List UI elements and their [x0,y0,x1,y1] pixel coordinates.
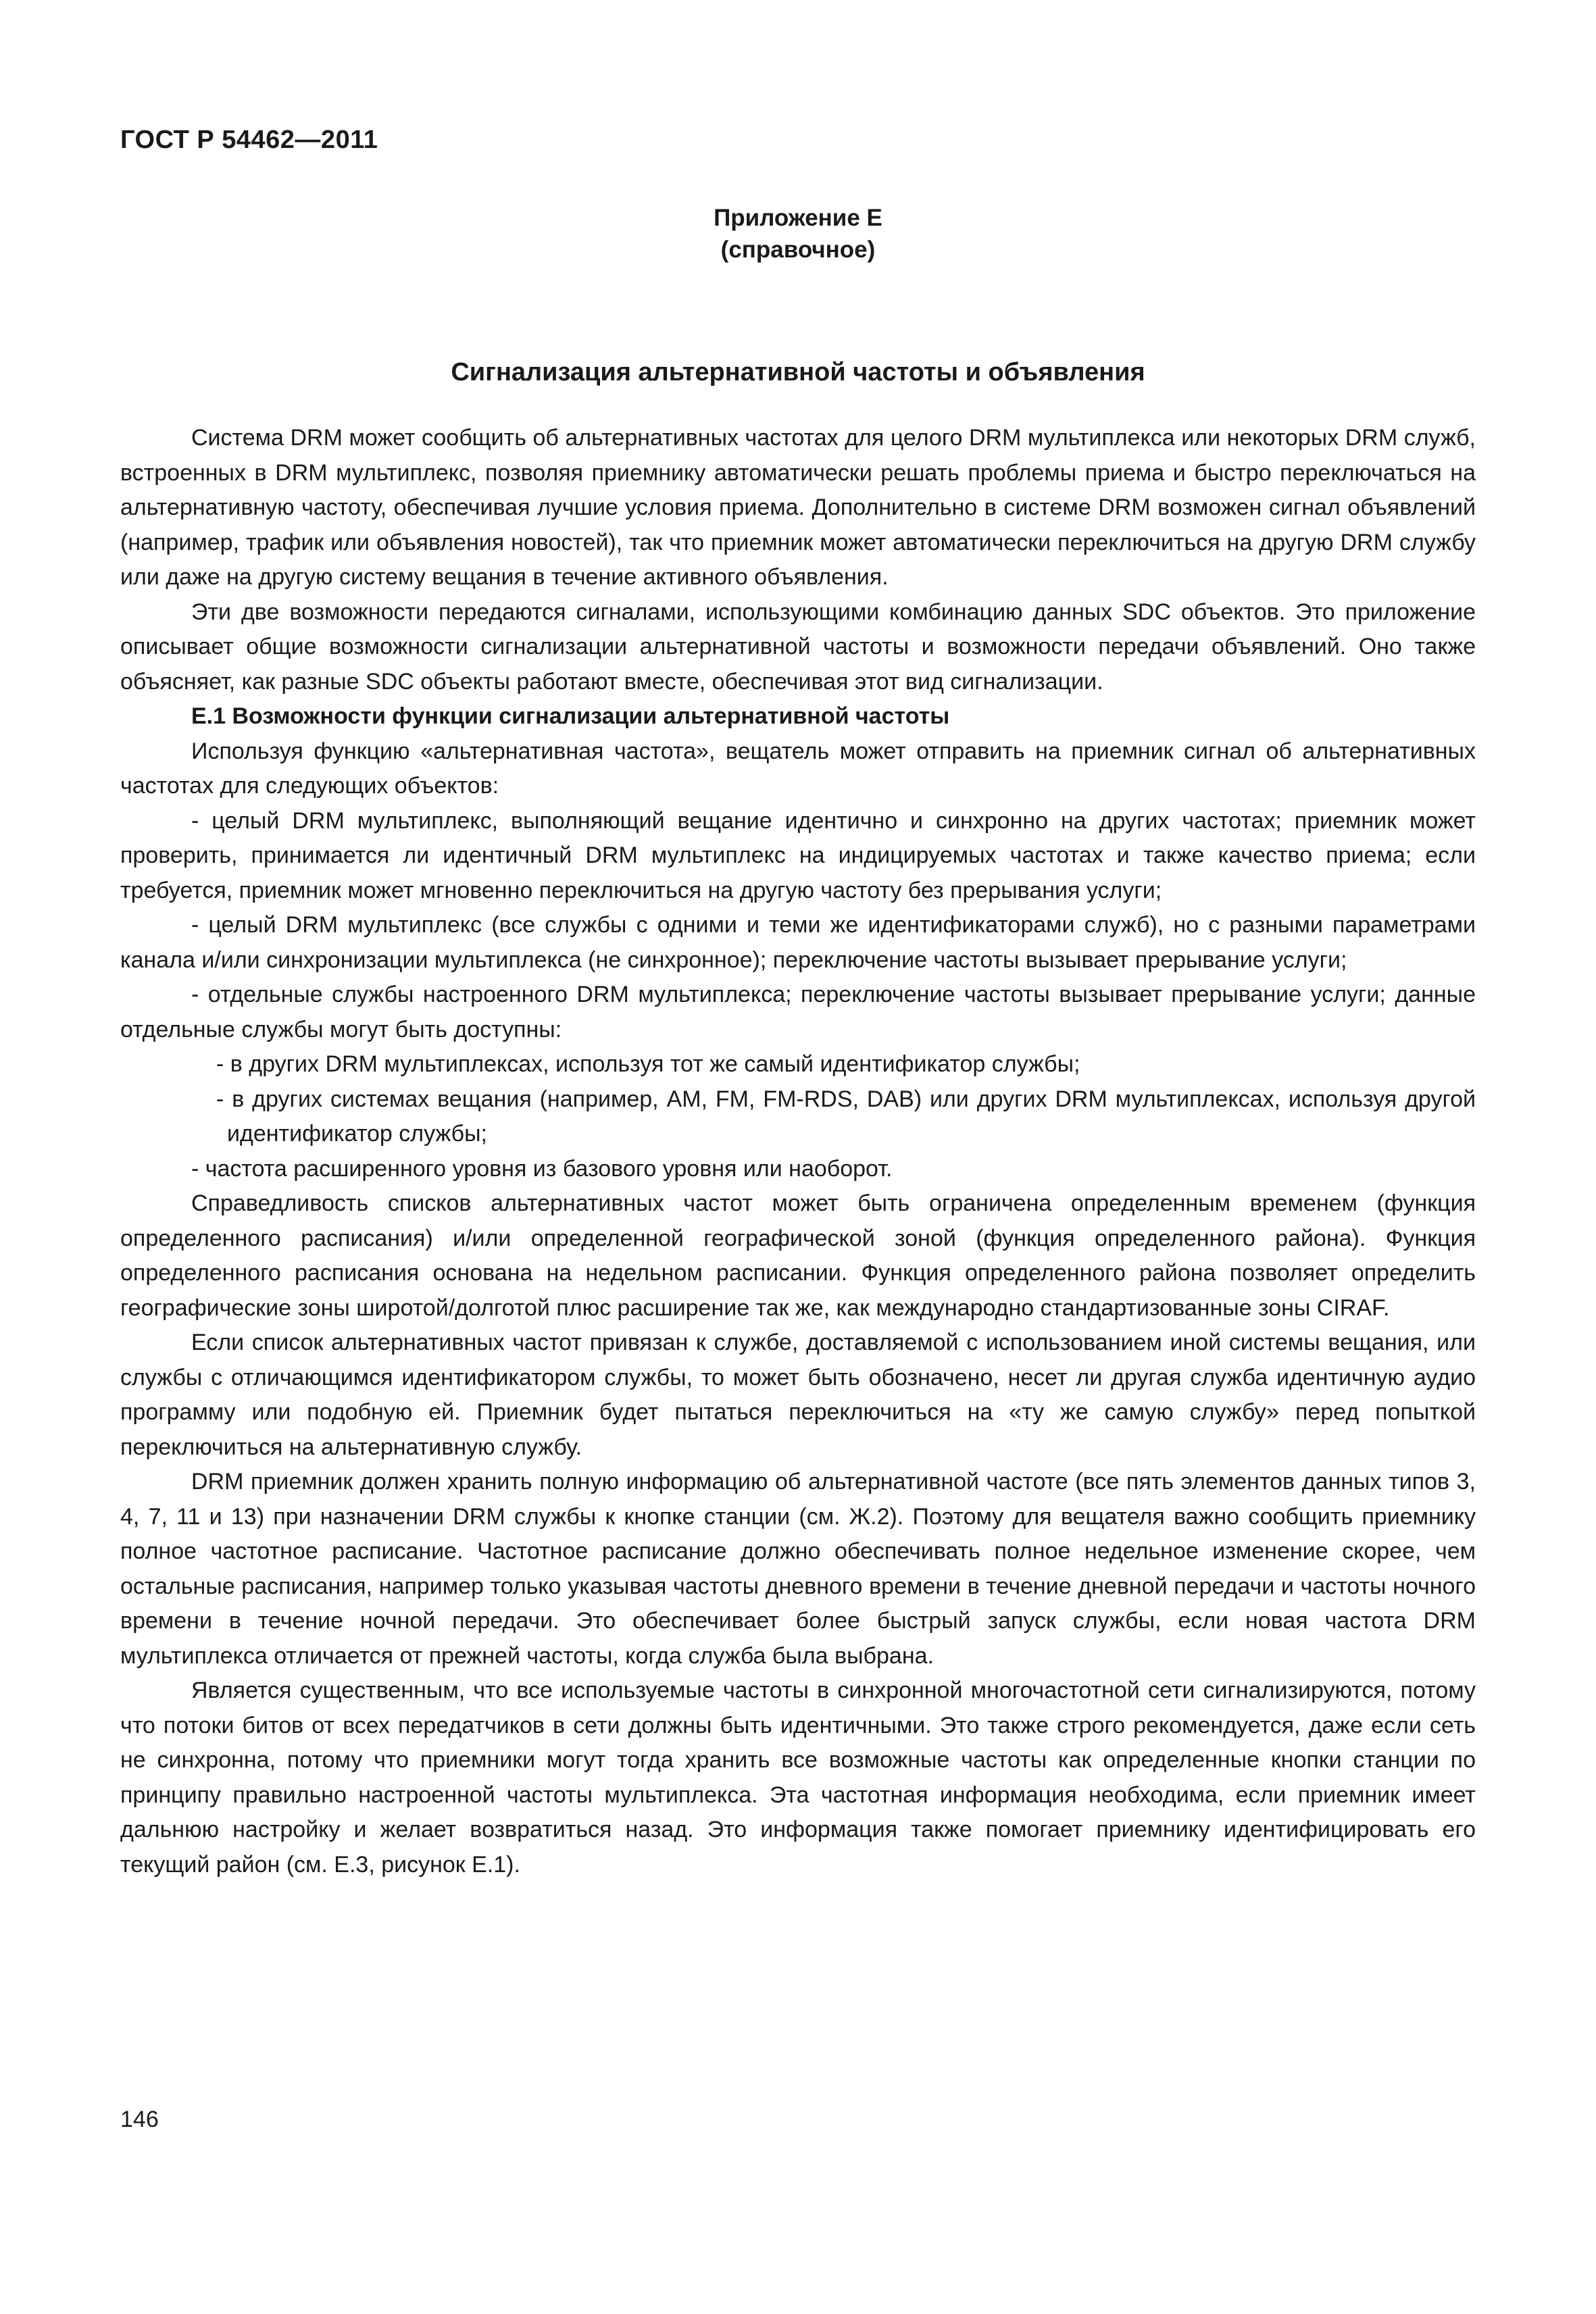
list-item: - целый DRM мультиплекс, выполняющий вещание идентично и синхронно на других частотах; приемник может проверить, принимается ли идентичный DRM мультиплекс на индицируемых частотах и также качество приема; если требуется, приемник может мгновенно переключиться на другую частоту без прерывания услуги; [120,807,1476,903]
appendix-kind: (справочное) [720,236,876,263]
paragraph: DRM приемник должен хранить полную информацию об альтернативной частоте (все пять элементов данных типов 3, 4, 7, 11 и 13) при назначении DRM службы к кнопке станции (см. Ж.2). Поэтому для вещателя важно сообщить приемнику полное частотное расписание. Частотное расписание должно обеспечивать полное недельное изменение скорее, чем остальные расписания, например только указывая частоты дневного времени в течение дневной передачи и частоты ночного времени в течение ночной передачи. Это обеспечивает более быстрый запуск службы, если новая частота DRM мультиплекса отличается от прежней частоты, когда служба была выбрана. [120,1469,1476,1669]
paragraph: Эти две возможности передаются сигналами, использующими комбинацию данных SDC объектов. Это приложение описывает общие возможности сигнализации альтернативной частоты и возможности передачи объявлений. Оно также объясняет, как разные SDC объекты работают вместе, обеспечивая этот вид сигнализации. [120,599,1476,695]
subsection-heading: Е.1 Возможности функции сигнализации альтернативной частоты [191,703,950,729]
paragraph: Является существенным, что все используемые частоты в синхронной многочастотной сети сигнализируются, потому что потоки битов от всех передатчиков в сети должны быть идентичными. Это также строго рекомендуется, даже если сеть не синхронна, потому что приемники могут тогда хранить все возможные частоты как определенные кнопки станции по принципу правильно настроенной частоты мультиплекса. Эта частотная информация необходима, если приемник имеет дальнюю настройку и желает возвратиться назад. Это информация также помогает приемнику идентифицировать его текущий район (см. Е.3, рисунок Е.1). [120,1678,1476,1878]
list-item: - отдельные службы настроенного DRM мультиплекса; переключение частоты вызывает прерывание услуги; данные отдельные службы могут быть доступны: [120,982,1476,1042]
paragraph: Система DRM может сообщить об альтернативных частотах для целого DRM мультиплекса или некоторых DRM служб, встроенных в DRM мультиплекс, позволяя приемнику автоматически решать проблемы приема и быстро переключаться на альтернативную частоту, обеспечивая лучшие условия приема. Дополнительно в системе DRM возможен сигнал объявлений (например, трафик или объявления новостей), так что приемник может автоматически переключиться на другую DRM службу или даже на другую систему вещания в течение активного объявления. [120,425,1476,590]
sub-list-item: - в других DRM мультиплексах, используя тот же самый идентификатор службы; [216,1051,1080,1077]
section-title: Сигнализация альтернативной частоты и объявления [451,358,1145,386]
body-text [120,421,1476,1882]
paragraph: Если список альтернативных частот привязан к службе, доставляемой с использованием иной системы вещания, или службы с отличающимся идентификатором службы, то может быть обозначено, несет ли другая служба идентичную аудио программу или подобную ей. Приемник будет пытаться переключиться на «ту же самую службу» перед попыткой переключиться на альтернативную службу. [120,1330,1476,1460]
paragraph: Справедливость списков альтернативных частот может быть ограничена определенным временем (функция определенного расписания) и/или определенной географической зоной (функция определенного района). Функция определенного расписания основана на недельном расписании. Функция определенного района позволяет определить географические зоны широтой/долготой плюс расширение так же, как международно стандартизованные зоны CIRAF. [120,1190,1476,1321]
appendix-title: Приложение Е [714,205,882,231]
paragraph: Используя функцию «альтернативная частота», вещатель может отправить на приемник сигнал об альтернативных частотах для следующих объектов: [120,738,1476,799]
list-item: - частота расширенного уровня из базового уровня или наоборот. [191,1155,893,1182]
list-item: - целый DRM мультиплекс (все службы с одними и теми же идентификаторами служб), но с разными параметрами канала и/или синхронизации мультиплекса (не синхронное); переключение частоты вызывает прерывание услуги; [120,912,1476,973]
document-code: ГОСТ Р 54462—2011 [120,126,378,154]
page-number: 146 [120,2107,159,2132]
sub-list-item: - в других системах вещания (например, AM, FM, FM-RDS, DAB) или других DRM мультиплексах, используя другой идентификатор службы; [216,1086,1476,1147]
